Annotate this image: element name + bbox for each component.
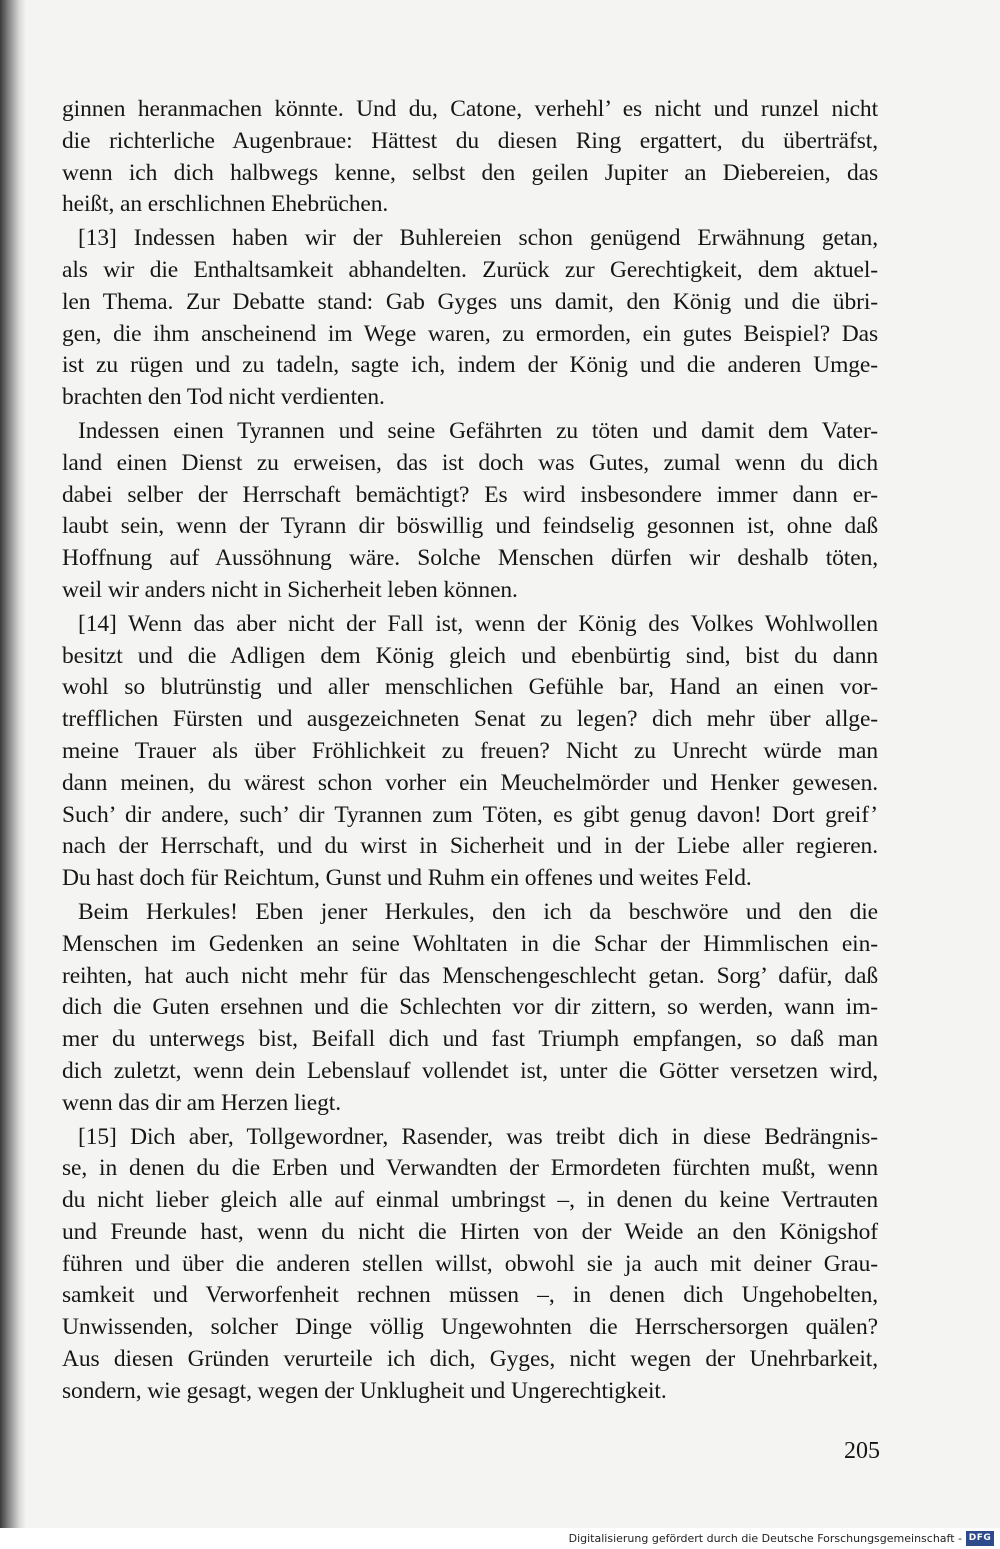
text-line: mer du unterwegs bist, Beifall dich und fast Triumph empfangen, so daß man	[62, 1026, 878, 1053]
text-line: sondern, wie gesagt, wegen der Unklugheit und Ungerechtigkeit.	[62, 1377, 667, 1404]
text-line: land einen Dienst zu erweisen, das ist doch was Gutes, zumal wenn du dich	[62, 449, 878, 476]
text-line: weil wir anders nicht in Sicherheit leben können.	[62, 576, 518, 603]
page-body-text	[62, 94, 878, 1408]
text-line: Beim Herkules! Eben jener Herkules, den ich da beschwöre und den die	[78, 898, 878, 925]
text-line: Hoffnung auf Aussöhnung wäre. Solche Menschen dürfen wir deshalb töten,	[62, 545, 878, 572]
digitization-footer	[0, 1528, 1000, 1549]
text-line: du nicht lieber gleich alle auf einmal umbringst –, in denen du keine Vertrauten	[62, 1187, 878, 1214]
text-line: se, in denen du die Erben und Verwandten der Ermordeten fürchten mußt, wenn	[62, 1155, 878, 1182]
dfg-logo: DFG	[966, 1531, 994, 1546]
text-line: wenn das dir am Herzen liegt.	[62, 1089, 341, 1116]
funding-credit: Digitalisierung gefördert durch die Deutsche Forschungsgemeinschaft -	[568, 1532, 962, 1545]
text-line: reihten, hat auch nicht mehr für das Menschengeschlecht getan. Sorg’ dafür, daß	[62, 962, 878, 989]
text-line: Menschen im Gedenken an seine Wohltaten in die Schar der Himmlischen ein-	[62, 930, 878, 957]
text-line: laubt sein, wenn der Tyrann dir böswillig und feindselig gesonnen ist, ohne daß	[62, 513, 878, 540]
text-line: trefflichen Fürsten und ausgezeichneten Senat zu legen? dich mehr über allge-	[62, 706, 878, 733]
text-line: dich zuletzt, wenn dein Lebenslauf vollendet ist, unter die Götter versetzen wird,	[62, 1057, 878, 1084]
text-line: nach der Herrschaft, und du wirst in Sicherheit und in der Liebe aller regieren.	[62, 833, 878, 860]
text-line: wenn ich dich halbwegs kenne, selbst den geilen Jupiter an Diebereien, das	[62, 159, 878, 186]
text-line: wohl so blutrünstig und aller menschlichen Gefühle bar, Hand an einen vor-	[62, 674, 878, 701]
text-line: dann meinen, du wärest schon vorher ein Meuchelmörder und Henker gewesen.	[62, 769, 878, 796]
text-line: [14] Wenn das aber nicht der Fall ist, wenn der König des Volkes Wohlwollen	[78, 610, 878, 637]
text-line: dich die Guten ersehnen und die Schlechten vor dir zittern, so werden, wann im-	[62, 994, 878, 1021]
text-line: [15] Dich aber, Tollgewordner, Rasender, was treibt dich in diese Bedrängnis-	[78, 1123, 878, 1150]
text-line: die richterliche Augenbraue: Hättest du diesen Ring ergattert, du überträfst,	[62, 127, 878, 154]
text-line: Aus diesen Gründen verurteile ich dich, Gyges, nicht wegen der Unehrbarkeit,	[62, 1346, 878, 1373]
text-line: brachten den Tod nicht verdienten.	[62, 384, 385, 411]
text-line: als wir die Enthaltsamkeit abhandelten. Zurück zur Gerechtigkeit, dem aktuel-	[62, 256, 878, 283]
text-line: meine Trauer als über Fröhlichkeit zu freuen? Nicht zu Unrecht würde man	[62, 737, 878, 764]
text-line: Du hast doch für Reichtum, Gunst und Ruhm ein offenes und weites Feld.	[62, 865, 752, 892]
text-line: [13] Indessen haben wir der Buhlereien schon genügend Erwähnung getan,	[78, 225, 878, 252]
text-line: Indessen einen Tyrannen und seine Gefährten zu töten und damit dem Vater-	[78, 417, 878, 444]
text-line: ist zu rügen und zu tadeln, sagte ich, indem der König und die anderen Umge-	[62, 352, 878, 379]
text-line: führen und über die anderen stellen willst, obwohl sie ja auch mit deiner Grau-	[62, 1250, 878, 1277]
text-line: ginnen heranmachen könnte. Und du, Catone, verhehl’ es nicht und runzel nicht	[62, 96, 878, 122]
text-line: und Freunde hast, wenn du nicht die Hirten von der Weide an den Königshof	[62, 1218, 878, 1245]
text-line: Such’ dir andere, such’ dir Tyrannen zum Töten, es gibt genug davon! Dort greif’	[62, 801, 878, 828]
text-line: heißt, an erschlichnen Ehebrüchen.	[62, 191, 389, 218]
text-line: samkeit und Verworfenheit rechnen müssen –, in denen dich Ungehobelten,	[62, 1282, 878, 1309]
text-line: gen, die ihm anscheinend im Wege waren, zu ermorden, ein gutes Beispiel? Das	[62, 320, 878, 347]
book-spine-shadow	[0, 0, 26, 1528]
text-line: Unwissenden, solcher Dinge völlig Ungewohnten die Herrschersorgen quälen?	[62, 1314, 878, 1341]
page-number: 205	[844, 1438, 880, 1464]
text-line: len Thema. Zur Debatte stand: Gab Gyges uns damit, den König und die übri-	[62, 288, 878, 315]
text-line: dabei selber der Herrschaft bemächtigt? Es wird insbesondere immer dann er-	[62, 481, 878, 508]
text-line: besitzt und die Adligen dem König gleich und ebenbürtig sind, bist du dann	[62, 642, 878, 669]
